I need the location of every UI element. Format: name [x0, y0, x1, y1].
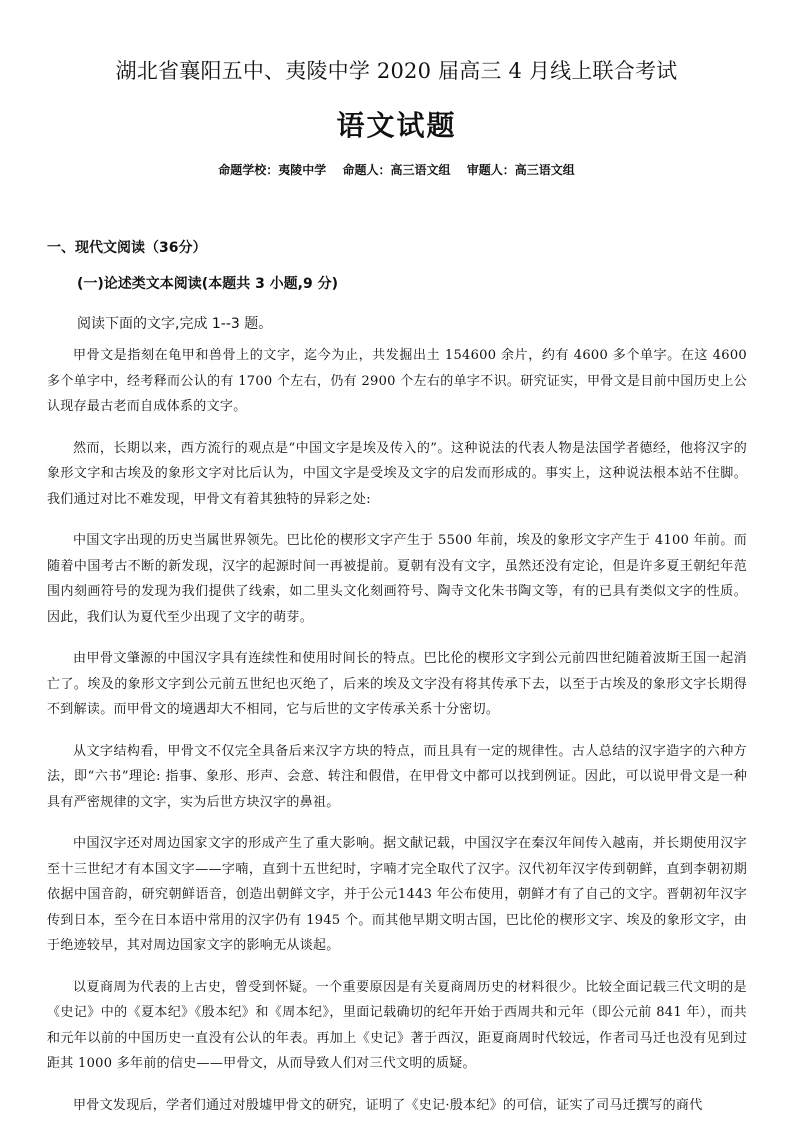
article-body — [47, 343, 747, 1134]
credit-reviewer: 审题人：高三语文组 — [466, 163, 575, 177]
subsection-heading: (一)论述类文本阅读(本题共 3 小题,9 分) — [77, 276, 339, 292]
paragraph: 由甲骨文肇源的中国汉字具有连续性和使用时间长的特点。巴比伦的楔形文字到公元前四世纪随着波斯王国一起消亡了。埃及的象形文字到公元前五世纪也灭绝了，后来的埃及文字没有将其传承下去，以至于古埃及的象形文字长期得不到解读。而甲骨文的境遇却大不相同，它与后世的文字传承关系十分密切。 — [47, 651, 747, 717]
paragraph: 中国文字出现的历史当属世界领先。巴比伦的楔形文字产生于 5500 年前，埃及的象形文字产生于 4100 年前。而随着中国考古不断的新发现，汉字的起源时间一再被提前。夏朝有没有文字，虽然还没有定论，但是许多夏王朝纪年范围内刻画符号的发现为我们提供了线索，如二里头文化刻画符号、陶寺文化朱书陶文等，有的已具有类似文字的性质。因此，我们认为夏代至少出现了文字的萌芽。 — [47, 533, 747, 625]
paragraph: 然而，长期以来，西方流行的观点是“中国文字是埃及传入的”。这种说法的代表人物是法国学者德经，他将汉字的象形文字和古埃及的象形文字对比后认为，中国文字是受埃及文字的启发而形成的。事实上，这种说法根本站不住脚。我们通过对比不难发现，甲骨文有着其独特的异彩之处: — [47, 440, 747, 507]
credit-setter: 命题人：高三语文组 — [342, 163, 451, 177]
credit-school: 命题学校：夷陵中学 — [218, 163, 327, 177]
paragraph: 从文字结构看，甲骨文不仅完全具备后来汉字方块的特点，而且具有一定的规律性。古人总结的汉字造字的六种方法，即“六书”理论: 指事、象形、形声、会意、转注和假借，在甲骨文中都可以找到例证。因此，可以说甲骨文是一种具有严密规律的文字，实为后世方块汉字的鼻祖。 — [47, 743, 747, 810]
credits-line — [0, 160, 793, 180]
paragraph: 甲骨文是指刻在龟甲和兽骨上的文字，迄今为止，共发掘出土 154600 余片，约有 4600 多个单字。在这 4600 多个单字中，经考释而公认的有 1700 个左右，仍有 2900 个左右的单字不识。研究证实，甲骨文是目前中国历史上公认现存最古老而自成体系的文字。 — [47, 348, 747, 414]
exam-title: 湖北省襄阳五中、夷陵中学 2020 届高三 4 月线上联合考试 — [115, 59, 678, 83]
paragraph: 中国汉字还对周边国家文字的形成产生了重大影响。据文献记载，中国汉字在秦汉年间传入越南，并长期使用汉字至十三世纪才有本国文字——字喃，直到十五世纪时，字喃才完全取代了汉字。汉代初年汉字传到朝鲜，直到李朝初期依据中国音韵，研究朝鲜语音，创造出朝鲜文字，并于公元1443 年公布使用，朝鲜才有了自己的文字。晋朝初年汉字传到日本，至今在日本语中常用的汉字仍有 1945 个。而其他早期文明古国，巴比伦的楔形文字、埃及的象形文字，由于绝迹较早，其对周边国家文字的影响无从谈起。 — [47, 836, 747, 953]
reading-instruction: 阅读下面的文字,完成 1--3 题。 — [77, 316, 273, 332]
subject-title: 语文试题 — [336, 109, 457, 142]
paragraph: 以夏商周为代表的上古史，曾受到怀疑。一个重要原因是有关夏商周历史的材料很少。比较全面记载三代文明的是《史记》中的《夏本纪》《殷本纪》和《周本纪》，里面记载确切的纪年开始于西周共和元年（即公元前 841 年），而共和元年以前的中国历史一直没有公认的年表。再加上《史记》著于西汉，距夏商周时代较远，作者司马迁也没有见到过距其 1000 多年前的信史——甲骨文，从而导致人们对三代文明的质疑。 — [47, 979, 747, 1071]
section-heading: 一、现代文阅读（36分） — [47, 240, 207, 256]
paragraph: 甲骨文发现后，学者们通过对殷墟甲骨文的研究，证明了《史记·殷本纪》的可信，证实了司马迁撰写的商代 — [73, 1097, 703, 1113]
